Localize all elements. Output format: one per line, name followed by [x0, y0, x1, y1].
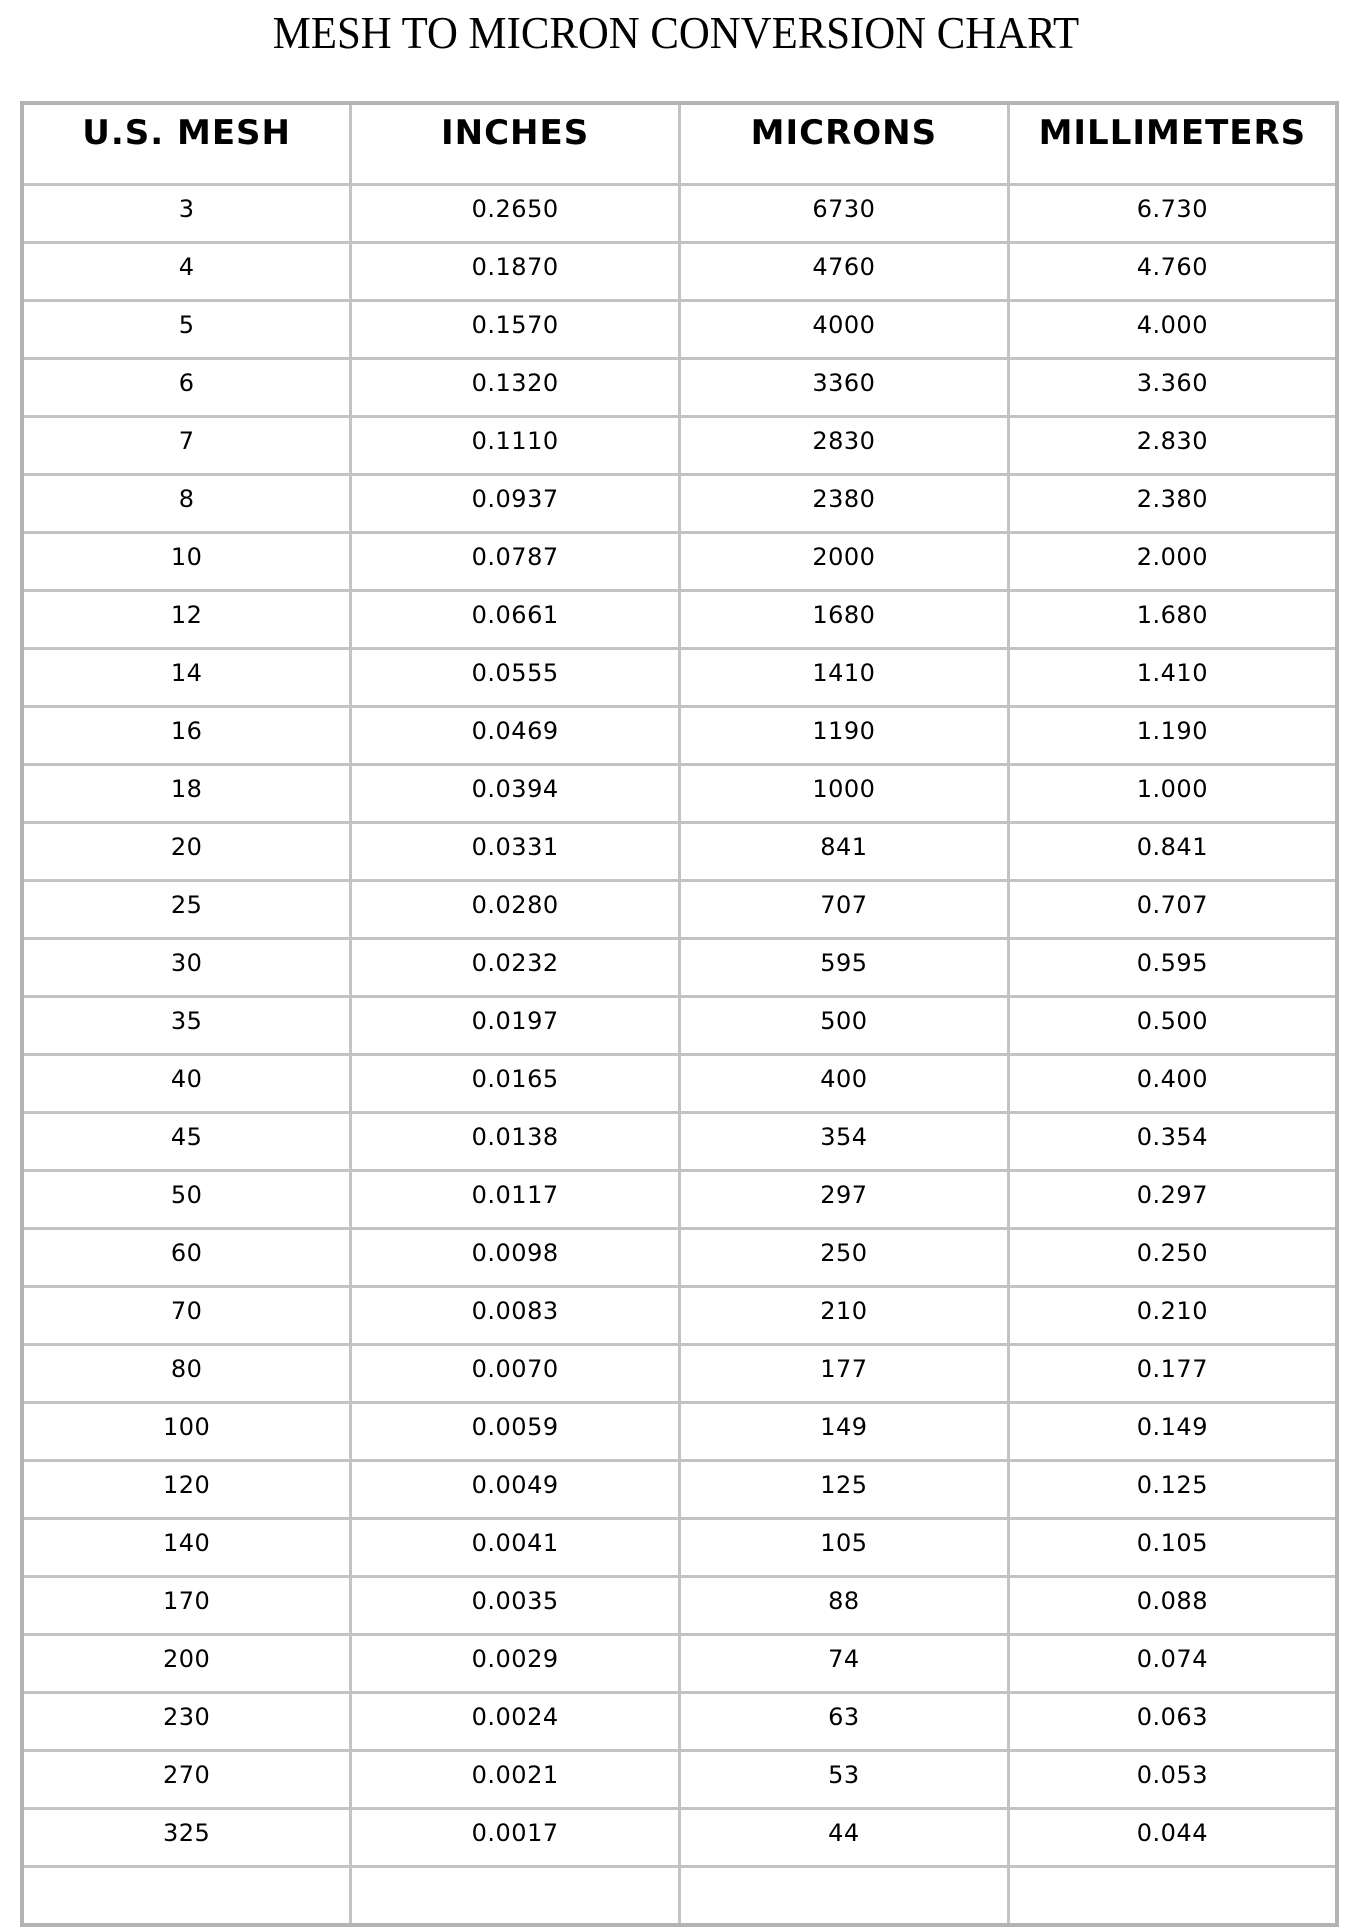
cell-inches: 0.0024	[351, 1693, 680, 1751]
cell-us-mesh: 80	[22, 1345, 351, 1403]
cell-microns: 4000	[680, 301, 1009, 359]
table-row	[22, 591, 1337, 649]
cell-us-mesh: 200	[22, 1635, 351, 1693]
cell-us-mesh: 20	[22, 823, 351, 881]
cell-inches: 0.0661	[351, 591, 680, 649]
cell-millimeters: 3.360	[1008, 359, 1337, 417]
cell-inches: 0.0029	[351, 1635, 680, 1693]
table-row	[22, 417, 1337, 475]
cell-microns: 53	[680, 1751, 1009, 1809]
column-header-millimeters: MILLIMETERS	[1008, 103, 1337, 185]
cell-microns: 707	[680, 881, 1009, 939]
cell-inches: 0.0394	[351, 765, 680, 823]
cell-us-mesh: 18	[22, 765, 351, 823]
cell-us-mesh: 35	[22, 997, 351, 1055]
table-row	[22, 881, 1337, 939]
cell-millimeters: 0.177	[1008, 1345, 1337, 1403]
cell-inches: 0.0280	[351, 881, 680, 939]
cell-empty	[22, 1867, 351, 1926]
cell-us-mesh: 100	[22, 1403, 351, 1461]
cell-millimeters: 0.707	[1008, 881, 1337, 939]
cell-us-mesh: 12	[22, 591, 351, 649]
cell-inches: 0.0117	[351, 1171, 680, 1229]
cell-microns: 88	[680, 1577, 1009, 1635]
cell-millimeters: 0.053	[1008, 1751, 1337, 1809]
cell-microns: 4760	[680, 243, 1009, 301]
cell-us-mesh: 5	[22, 301, 351, 359]
cell-us-mesh: 70	[22, 1287, 351, 1345]
cell-millimeters: 0.044	[1008, 1809, 1337, 1867]
cell-us-mesh: 230	[22, 1693, 351, 1751]
table-row	[22, 1751, 1337, 1809]
cell-us-mesh: 50	[22, 1171, 351, 1229]
cell-inches: 0.1570	[351, 301, 680, 359]
cell-microns: 1190	[680, 707, 1009, 765]
cell-millimeters: 0.063	[1008, 1693, 1337, 1751]
column-header-us-mesh: U.S. MESH	[22, 103, 351, 185]
cell-microns: 3360	[680, 359, 1009, 417]
cell-us-mesh: 120	[22, 1461, 351, 1519]
table-row	[22, 1113, 1337, 1171]
cell-millimeters: 1.000	[1008, 765, 1337, 823]
cell-inches: 0.0165	[351, 1055, 680, 1113]
table-row	[22, 1519, 1337, 1577]
table-row	[22, 997, 1337, 1055]
cell-microns: 595	[680, 939, 1009, 997]
table-row	[22, 1403, 1337, 1461]
cell-inches: 0.0787	[351, 533, 680, 591]
cell-microns: 500	[680, 997, 1009, 1055]
column-header-microns: MICRONS	[680, 103, 1009, 185]
table-row	[22, 1693, 1337, 1751]
cell-us-mesh: 325	[22, 1809, 351, 1867]
cell-inches: 0.0555	[351, 649, 680, 707]
cell-microns: 354	[680, 1113, 1009, 1171]
cell-us-mesh: 7	[22, 417, 351, 475]
cell-millimeters: 0.105	[1008, 1519, 1337, 1577]
cell-us-mesh: 270	[22, 1751, 351, 1809]
cell-us-mesh: 3	[22, 185, 351, 243]
cell-inches: 0.0937	[351, 475, 680, 533]
table-row	[22, 1055, 1337, 1113]
table-row	[22, 649, 1337, 707]
cell-inches: 0.0083	[351, 1287, 680, 1345]
table-header-row	[22, 103, 1337, 185]
cell-millimeters: 0.841	[1008, 823, 1337, 881]
cell-microns: 210	[680, 1287, 1009, 1345]
table-row	[22, 1287, 1337, 1345]
cell-us-mesh: 25	[22, 881, 351, 939]
cell-inches: 0.2650	[351, 185, 680, 243]
page-title: MESH TO MICRON CONVERSION CHART	[272, 7, 1080, 58]
cell-microns: 1000	[680, 765, 1009, 823]
cell-millimeters: 0.297	[1008, 1171, 1337, 1229]
cell-inches: 0.0049	[351, 1461, 680, 1519]
cell-empty	[680, 1867, 1009, 1926]
cell-microns: 1410	[680, 649, 1009, 707]
cell-millimeters: 4.760	[1008, 243, 1337, 301]
table-row	[22, 1461, 1337, 1519]
cell-us-mesh: 6	[22, 359, 351, 417]
cell-inches: 0.0098	[351, 1229, 680, 1287]
table-row	[22, 359, 1337, 417]
cell-inches: 0.0138	[351, 1113, 680, 1171]
cell-millimeters: 0.210	[1008, 1287, 1337, 1345]
table-row	[22, 939, 1337, 997]
cell-millimeters: 2.830	[1008, 417, 1337, 475]
conversion-table	[20, 101, 1339, 1927]
cell-microns: 125	[680, 1461, 1009, 1519]
cell-us-mesh: 40	[22, 1055, 351, 1113]
cell-microns: 2380	[680, 475, 1009, 533]
cell-millimeters: 0.088	[1008, 1577, 1337, 1635]
table-row	[22, 1345, 1337, 1403]
table-row	[22, 475, 1337, 533]
cell-inches: 0.0021	[351, 1751, 680, 1809]
cell-inches: 0.0197	[351, 997, 680, 1055]
cell-us-mesh: 45	[22, 1113, 351, 1171]
cell-millimeters: 6.730	[1008, 185, 1337, 243]
cell-inches: 0.0035	[351, 1577, 680, 1635]
table-row	[22, 1171, 1337, 1229]
cell-inches: 0.0469	[351, 707, 680, 765]
cell-microns: 297	[680, 1171, 1009, 1229]
table-row	[22, 243, 1337, 301]
cell-microns: 400	[680, 1055, 1009, 1113]
cell-inches: 0.0232	[351, 939, 680, 997]
cell-microns: 1680	[680, 591, 1009, 649]
cell-us-mesh: 30	[22, 939, 351, 997]
table-row	[22, 823, 1337, 881]
cell-microns: 105	[680, 1519, 1009, 1577]
cell-microns: 841	[680, 823, 1009, 881]
cell-millimeters: 2.000	[1008, 533, 1337, 591]
table-row	[22, 185, 1337, 243]
cell-inches: 0.0059	[351, 1403, 680, 1461]
cell-us-mesh: 10	[22, 533, 351, 591]
cell-millimeters: 0.074	[1008, 1635, 1337, 1693]
cell-us-mesh: 8	[22, 475, 351, 533]
table-row	[22, 1229, 1337, 1287]
cell-microns: 250	[680, 1229, 1009, 1287]
table-row	[22, 707, 1337, 765]
table-row	[22, 533, 1337, 591]
cell-millimeters: 0.125	[1008, 1461, 1337, 1519]
table-row-partial	[22, 1867, 1337, 1926]
table-row	[22, 765, 1337, 823]
cell-us-mesh: 60	[22, 1229, 351, 1287]
cell-microns: 149	[680, 1403, 1009, 1461]
table-row	[22, 1809, 1337, 1867]
cell-inches: 0.0017	[351, 1809, 680, 1867]
cell-millimeters: 0.400	[1008, 1055, 1337, 1113]
cell-inches: 0.0331	[351, 823, 680, 881]
table-row	[22, 1635, 1337, 1693]
cell-millimeters: 0.149	[1008, 1403, 1337, 1461]
cell-microns: 2000	[680, 533, 1009, 591]
cell-inches: 0.1870	[351, 243, 680, 301]
cell-microns: 2830	[680, 417, 1009, 475]
column-header-inches: INCHES	[351, 103, 680, 185]
cell-microns: 63	[680, 1693, 1009, 1751]
cell-microns: 44	[680, 1809, 1009, 1867]
cell-us-mesh: 4	[22, 243, 351, 301]
cell-inches: 0.0041	[351, 1519, 680, 1577]
cell-millimeters: 0.500	[1008, 997, 1337, 1055]
cell-us-mesh: 170	[22, 1577, 351, 1635]
cell-empty	[351, 1867, 680, 1926]
cell-us-mesh: 16	[22, 707, 351, 765]
conversion-table-container	[20, 101, 1339, 1927]
cell-microns: 6730	[680, 185, 1009, 243]
table-row	[22, 301, 1337, 359]
cell-us-mesh: 140	[22, 1519, 351, 1577]
cell-us-mesh: 14	[22, 649, 351, 707]
cell-millimeters: 0.595	[1008, 939, 1337, 997]
cell-millimeters: 1.410	[1008, 649, 1337, 707]
cell-millimeters: 1.190	[1008, 707, 1337, 765]
cell-inches: 0.1320	[351, 359, 680, 417]
cell-microns: 177	[680, 1345, 1009, 1403]
cell-inches: 0.1110	[351, 417, 680, 475]
cell-millimeters: 0.354	[1008, 1113, 1337, 1171]
cell-millimeters: 0.250	[1008, 1229, 1337, 1287]
cell-millimeters: 1.680	[1008, 591, 1337, 649]
cell-microns: 74	[680, 1635, 1009, 1693]
cell-millimeters: 2.380	[1008, 475, 1337, 533]
cell-inches: 0.0070	[351, 1345, 680, 1403]
table-row	[22, 1577, 1337, 1635]
table-body	[22, 185, 1337, 1926]
cell-empty	[1008, 1867, 1337, 1926]
cell-millimeters: 4.000	[1008, 301, 1337, 359]
